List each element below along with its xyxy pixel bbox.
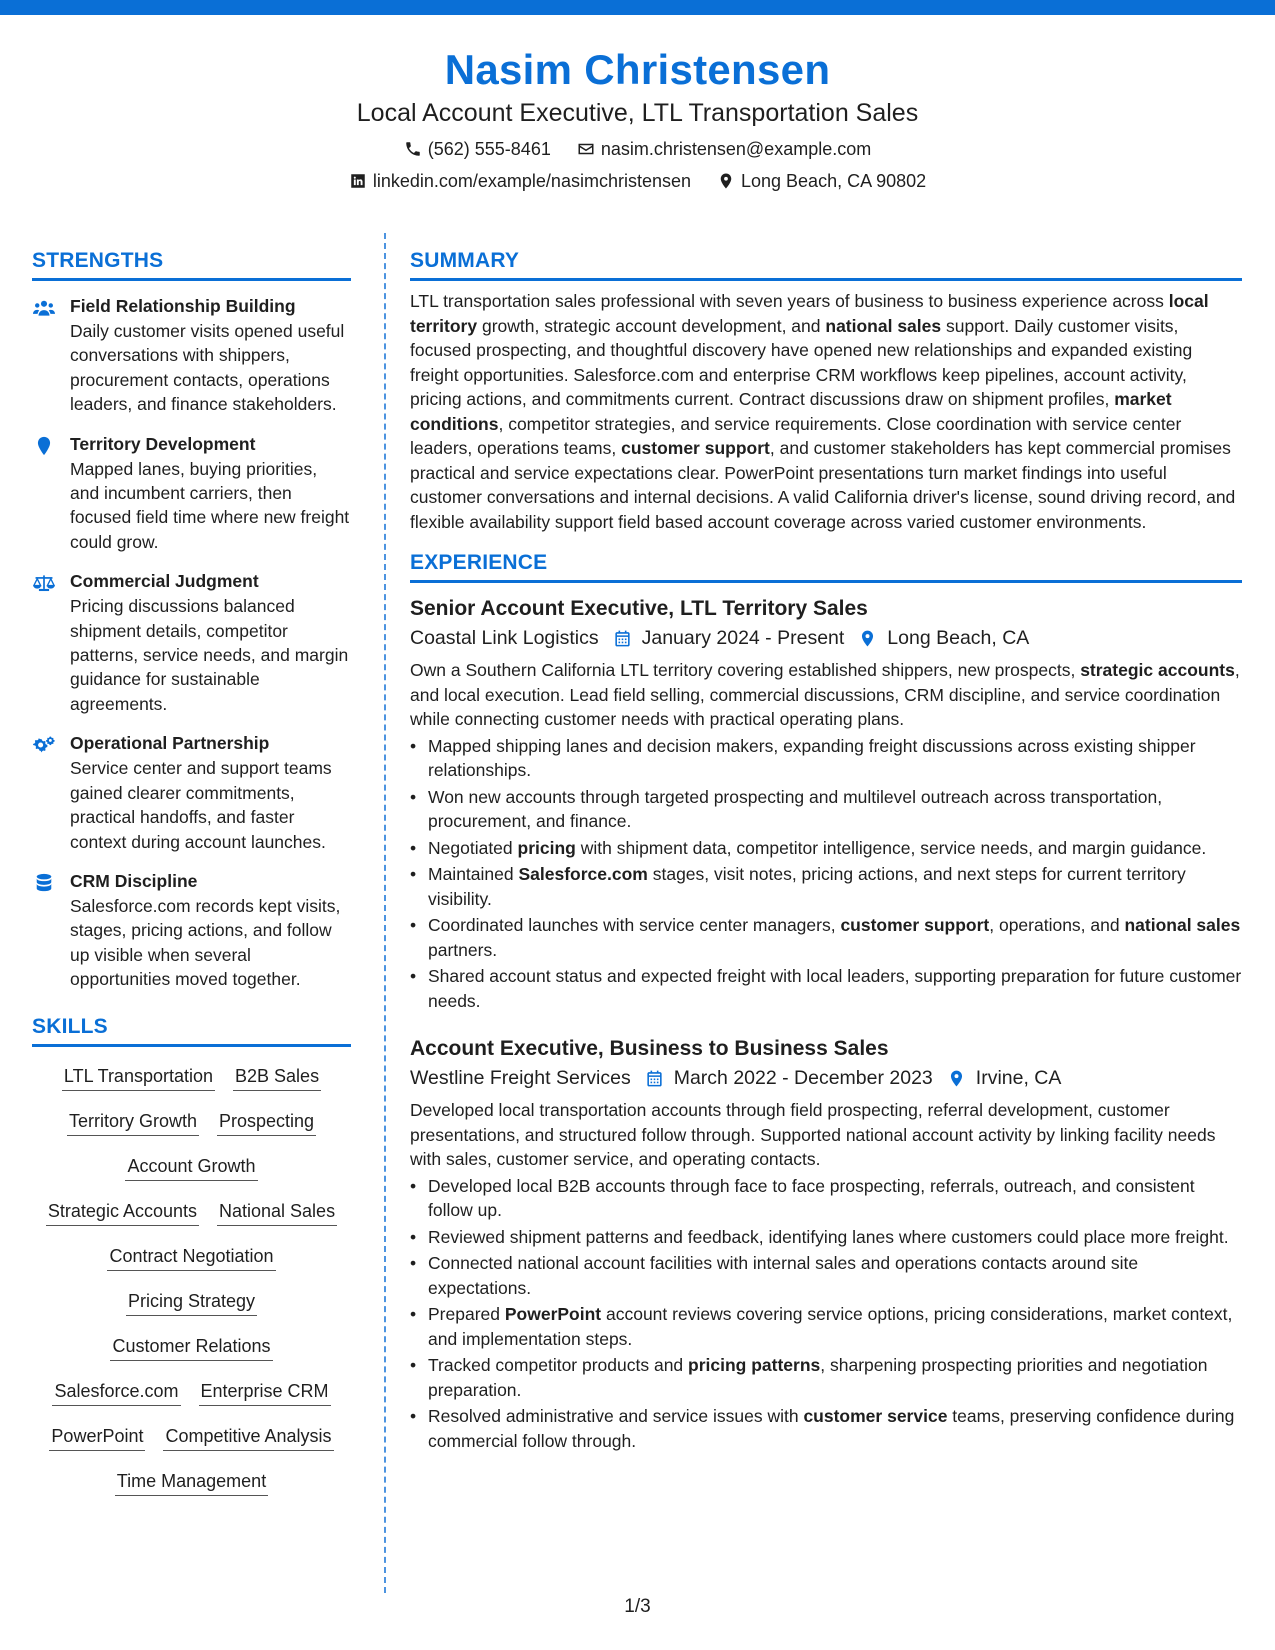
job-location-text: Long Beach, CA — [887, 627, 1030, 649]
strength-description: Pricing discussions balanced shipment details, competitor patterns, service needs, and margin guidance for sustainable agreements. — [70, 596, 349, 714]
strength-title: Commercial Judgment — [70, 571, 259, 592]
map-pin-icon — [858, 629, 877, 648]
skill-row — [32, 1102, 351, 1147]
strength-title: CRM Discipline — [70, 870, 198, 891]
strength-description: Salesforce.com records kept visits, stages, pricing actions, and follow up visible when several opportunities moved together. — [70, 895, 341, 990]
skill-row — [32, 1417, 351, 1462]
skill-tag: Salesforce.com — [52, 1380, 180, 1406]
skill-row — [32, 1192, 351, 1237]
job-bullet — [410, 734, 1242, 783]
skill-tag: PowerPoint — [49, 1425, 145, 1451]
strengths-list — [32, 295, 351, 992]
location-contact — [717, 170, 926, 192]
skill-tag: Account Growth — [125, 1155, 257, 1181]
skill-tag: Prospecting — [217, 1110, 316, 1136]
skill-tag: Strategic Accounts — [46, 1200, 199, 1226]
job-bullet — [410, 913, 1242, 962]
strength-body — [70, 732, 351, 854]
left-column — [32, 248, 351, 1507]
strengths-heading: STRENGTHS — [32, 248, 351, 281]
map-pin-icon — [32, 433, 70, 555]
jobs-list — [410, 595, 1242, 1453]
job-company: Coastal Link Logistics — [410, 627, 599, 649]
strength-description: Service center and support teams gained clearer commitments, practical handoffs, and faster context during account launches. — [70, 758, 332, 852]
summary-heading: SUMMARY — [410, 248, 1242, 281]
text-run: Coordinated launches with service center managers, — [428, 915, 841, 935]
email-contact[interactable] — [577, 138, 871, 160]
text-run: Connected national account facilities with internal sales and operations contacts around site expectations. — [428, 1253, 1139, 1298]
emphasis-text: strategic accounts — [1080, 660, 1235, 680]
job-bullet — [410, 1225, 1242, 1250]
emphasis-text: customer support — [840, 915, 990, 935]
skills-heading: SKILLS — [32, 1014, 351, 1047]
job-company: Westline Freight Services — [410, 1067, 631, 1089]
skill-row — [32, 1282, 351, 1327]
text-run: Resolved administrative and service issues with — [428, 1406, 804, 1426]
page-number: 1/3 — [624, 1596, 651, 1617]
strength-item — [32, 295, 351, 417]
strength-body — [70, 870, 351, 992]
skill-tag: Competitive Analysis — [163, 1425, 333, 1451]
emphasis-text: pricing — [517, 837, 576, 858]
emphasis-text: PowerPoint — [504, 1304, 602, 1324]
strength-body — [70, 433, 351, 555]
job-location — [858, 624, 1029, 652]
contact-line-1 — [0, 138, 1275, 160]
strength-item — [32, 732, 351, 854]
skill-tag: Time Management — [115, 1470, 268, 1496]
text-run: Shared account status and expected freight with local leaders, supporting preparation for future customer needs. — [428, 966, 1242, 1011]
job-description — [410, 1098, 1242, 1172]
job-location — [947, 1064, 1062, 1092]
text-run: partners. — [428, 939, 498, 960]
job-title: Account Executive, Business to Business Sales — [410, 1037, 889, 1060]
job-bullet — [410, 1302, 1242, 1351]
strength-description: Mapped lanes, buying priorities, and incumbent carriers, then focused field time where new freight could grow. — [70, 458, 350, 552]
text-run: Own a Southern California LTL territory covering established shippers, new prospects, — [410, 660, 1081, 680]
text-run: , and local execution. Lead field selling, commercial discussions, CRM discipline, and service coordination while connecting customer needs with practical operating plans. — [410, 660, 1240, 729]
job-entry — [410, 1035, 1242, 1453]
calendar-icon — [645, 1069, 664, 1088]
phone-icon — [404, 140, 422, 158]
job-title: Senior Account Executive, LTL Territory Sales — [410, 597, 868, 620]
text-run: stages, visit notes, pricing actions, and next steps for current territory visibility. — [428, 864, 1186, 909]
job-dates — [645, 1064, 933, 1092]
emphasis-text: local territory — [410, 291, 1209, 336]
emphasis-text: national sales — [825, 315, 942, 336]
phone-text: (562) 555-8461 — [427, 139, 551, 159]
text-run: Reviewed shipment patterns and feedback, identifying lanes where customers could place more freight. — [428, 1226, 1229, 1247]
strength-body — [70, 295, 351, 417]
job-bullet — [410, 1404, 1242, 1453]
text-run: Negotiated — [428, 837, 518, 858]
text-run: support. Daily customer visits, focused prospecting, and thoughtful discovery have opened new relationships and expanded existing freight opportunities. Salesforce.com and enterprise CRM workflows keep pipelines, account activity, pricing actions, and commitments current. Contract discussions draw on shipment profiles, — [410, 315, 1193, 409]
job-bullet — [410, 1174, 1242, 1223]
job-dates — [613, 624, 845, 652]
skill-tag: National Sales — [217, 1200, 337, 1226]
text-run: , competitor strategies, and service requirements. Close coordination with service center leaders, operations teams, — [410, 413, 1182, 458]
job-bullet — [410, 964, 1242, 1013]
text-run: Prepared — [428, 1304, 505, 1324]
job-bullets — [410, 734, 1242, 1014]
text-run: growth, strategic account development, and — [477, 315, 826, 336]
strength-title: Territory Development — [70, 433, 256, 454]
skill-tag: LTL Transportation — [62, 1065, 215, 1091]
job-dates-text: March 2022 - December 2023 — [673, 1067, 933, 1089]
text-run: Developed local transportation accounts through field prospecting, referral development, customer presentations, and structured follow through. Supported national account activity by linking facility needs with sales, customer service, and operating contacts. — [410, 1100, 1216, 1169]
job-bullet — [410, 1353, 1242, 1402]
map-pin-icon — [947, 1069, 966, 1088]
text-run: , operations, and — [989, 915, 1125, 935]
calendar-icon — [613, 629, 632, 648]
skill-row — [32, 1237, 351, 1282]
users-icon — [32, 295, 70, 417]
top-accent-bar — [0, 0, 1275, 15]
phone-contact — [404, 138, 551, 160]
text-run: LTL transportation sales professional with seven years of business to business experience across — [410, 291, 1169, 311]
skill-row — [32, 1327, 351, 1372]
emphasis-text: customer support — [621, 438, 770, 458]
map-pin-icon — [717, 172, 735, 190]
candidate-name: Nasim Christensen — [444, 46, 831, 93]
skill-tag: Territory Growth — [67, 1110, 199, 1136]
email-text: nasim.christensen@example.com — [600, 139, 872, 159]
text-run: , sharpening prospecting priorities and negotiation preparation. — [428, 1355, 1208, 1400]
job-location-text: Irvine, CA — [975, 1067, 1062, 1089]
scale-icon — [32, 570, 70, 716]
job-bullet — [410, 1251, 1242, 1300]
strength-description: Daily customer visits opened useful conversations with shippers, procurement contacts, operations leaders, and finance stakeholders. — [70, 321, 345, 415]
job-dates-text: January 2024 - Present — [641, 627, 845, 649]
skills-list — [32, 1057, 351, 1507]
skill-tag: Customer Relations — [110, 1335, 272, 1361]
linkedin-icon — [349, 172, 367, 190]
job-entry — [410, 595, 1242, 1013]
job-bullet — [410, 862, 1242, 911]
job-bullet — [410, 785, 1242, 834]
linkedin-text: linkedin.com/example/nasimchristensen — [372, 171, 691, 191]
job-meta — [410, 1064, 1242, 1092]
text-run: Mapped shipping lanes and decision makers, expanding freight discussions across existing shipper relationships. — [428, 735, 1196, 780]
job-bullets — [410, 1174, 1242, 1454]
summary-text — [410, 289, 1242, 534]
envelope-icon — [577, 140, 595, 158]
skill-row — [32, 1372, 351, 1417]
skill-row — [32, 1147, 351, 1192]
text-run: Maintained — [428, 864, 519, 884]
emphasis-text: Salesforce.com — [518, 864, 648, 884]
skill-tag: Contract Negotiation — [107, 1245, 275, 1271]
text-run: teams, preserving confidence during commercial follow through. — [428, 1406, 1235, 1451]
location-text: Long Beach, CA 90802 — [741, 171, 927, 191]
text-run: with shipment data, competitor intelligence, service needs, and margin guidance. — [575, 837, 1207, 858]
contact-line-2 — [0, 170, 1275, 192]
resume-header — [0, 44, 1275, 192]
text-run: account reviews covering service options, pricing considerations, market context, and implementation steps. — [428, 1304, 1233, 1349]
emphasis-text: market conditions — [410, 389, 1172, 434]
job-meta — [410, 624, 1242, 652]
job-description — [410, 658, 1242, 732]
emphasis-text: national sales — [1124, 915, 1241, 935]
skill-row — [32, 1057, 351, 1102]
skill-tag: B2B Sales — [233, 1065, 321, 1091]
strength-item — [32, 870, 351, 992]
text-run: Tracked competitor products and — [428, 1355, 689, 1375]
candidate-role: Local Account Executive, LTL Transportation Sales — [356, 99, 919, 127]
strength-title: Operational Partnership — [70, 733, 270, 754]
strength-item — [32, 433, 351, 555]
text-run: Won new accounts through targeted prospecting and multilevel outreach across transportation, procurement, and finance. — [428, 786, 1163, 831]
linkedin-contact[interactable] — [349, 170, 691, 192]
job-bullet — [410, 836, 1242, 861]
strength-body — [70, 570, 351, 716]
database-icon — [32, 870, 70, 992]
skill-row — [32, 1462, 351, 1507]
experience-heading: EXPERIENCE — [410, 550, 1242, 583]
strength-title: Field Relationship Building — [70, 296, 296, 316]
right-column — [410, 248, 1242, 1453]
gears-icon — [32, 732, 70, 854]
column-divider — [384, 233, 386, 1593]
skill-tag: Enterprise CRM — [199, 1380, 331, 1406]
text-run: Developed local B2B accounts through face to face prospecting, referrals, outreach, and consistent follow up. — [428, 1175, 1195, 1220]
emphasis-text: customer service — [803, 1406, 948, 1426]
emphasis-text: pricing patterns — [688, 1355, 821, 1375]
strength-item — [32, 570, 351, 716]
text-run: , and customer stakeholders has kept commercial promises practical and service expectations clear. PowerPoint presentations turn market findings into useful customer conversations and internal decisions. A valid California driver's license, sound driving record, and flexible availability support field based account coverage across varied customer environments. — [410, 438, 1236, 532]
skill-tag: Pricing Strategy — [126, 1290, 257, 1316]
